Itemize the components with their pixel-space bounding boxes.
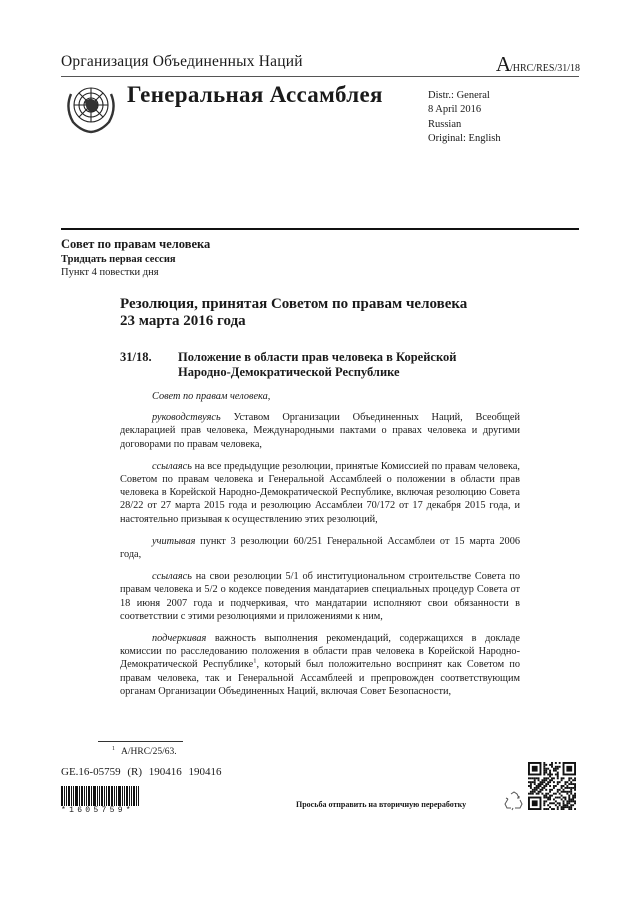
resolution-number: 31/18. — [120, 350, 152, 364]
paragraph-text: важность выполнения рекомендаций, содержащихся в докладе комиссии по расследованию положения в области прав человека в Корейской Народно-Демократической Республике — [120, 633, 520, 671]
recycle-note: Просьба отправить на вторичную переработку — [296, 800, 467, 809]
footnote — [112, 746, 177, 757]
distribution-language: Russian — [428, 118, 462, 130]
preamble-paragraph — [120, 460, 520, 526]
preamble-paragraph — [120, 535, 520, 561]
resolution-heading-line1: Положение в области прав человека в Корейской — [178, 350, 457, 364]
resolution-title-line2: 23 марта 2016 года — [120, 313, 246, 329]
paragraph-text: на все предыдущие резолюции, принятые Комиссией по правам человека, Советом по правам человека и Генеральной Ассамблеей о положении в области прав человека в Корейской Народно-Демократической Республике, включая резолюцию Совета 28/22 от 27 марта 2015 года и резолюцию Ассамблеи 70/172 от 17 декабря 2015 года, и настоятельно призывая к осуществлению этих резолюций, — [120, 460, 520, 525]
opening-text: Совет по правам человека, — [152, 391, 271, 402]
paragraph-lead: учитывая — [152, 535, 196, 547]
paragraph-lead: подчеркивая — [152, 633, 207, 645]
preamble-paragraph — [120, 570, 520, 623]
preamble-opening — [120, 390, 520, 403]
preamble-paragraph — [120, 632, 520, 698]
symbol-prefix: A — [495, 52, 510, 76]
barcode-icon — [61, 786, 153, 806]
paragraph-text: Уставом Организации Объединенных Наций, Всеобщей декларацией прав человека, Международными пактами о правах человека и другими договорами по правам человека, — [120, 412, 520, 450]
paragraph-lead: руководствуясь — [152, 412, 221, 424]
resolution-title-line1: Резолюция, принятая Советом по правам человека — [120, 296, 468, 312]
footnote-divider — [98, 741, 183, 742]
un-emblem-icon — [63, 80, 119, 134]
footnote-reference[interactable]: 1 — [253, 658, 257, 666]
document-symbol — [496, 52, 580, 77]
organization-name: Организация Объединенных Наций — [61, 53, 303, 70]
session-name: Тридцать первая сессия — [61, 254, 176, 265]
footnote-marker: 1 — [112, 746, 115, 752]
footnote-text: A/HRC/25/63. — [121, 747, 177, 758]
council-name: Совет по правам человека — [61, 237, 211, 251]
header-divider — [61, 76, 579, 77]
section-divider — [61, 228, 579, 230]
assembly-title: Генеральная Ассамблея — [127, 82, 383, 107]
document-reference: GE.16-05759 (R) 190416 190416 — [61, 766, 222, 778]
paragraph-lead: ссылаясь — [152, 571, 192, 583]
distribution-info — [428, 89, 501, 146]
paragraph-text: на свои резолюции 5/1 об институциональном строительстве Совета по правам человека и 5/2 о кодексе поведения мандатариев специальных процедур Совета от 18 июня 2007 года и подчеркивая, что мандатарии исполняют свои обязанности в соответствии с этими резолюциями и приложениями к ним, — [120, 571, 520, 622]
barcode-number: *1605759* — [61, 806, 134, 815]
paragraph-lead: ссылаясь — [152, 460, 192, 472]
symbol-rest: /HRC/RES/31/18 — [509, 63, 580, 74]
resolution-body — [120, 390, 520, 707]
recycle-icon — [503, 790, 525, 812]
distribution-date: 8 April 2016 — [428, 104, 482, 116]
qr-code-icon[interactable] — [528, 762, 576, 810]
resolution-heading — [178, 350, 518, 380]
original-language: Original: English — [428, 132, 501, 144]
preamble-paragraph — [120, 411, 520, 451]
resolution-heading-line2: Народно-Демократической Республике — [178, 365, 400, 379]
paragraph-text: пункт 3 резолюции 60/251 Генеральной Ассамблеи от 15 марта 2006 года, — [120, 535, 520, 561]
paragraph-text: , который был положительно воспринят как Советом по правам человека, так и Генеральной Ассамблеей и препровожден соответствующим органам Организации Объединенных Наций, включая Совет Безопасности, — [120, 659, 520, 697]
agenda-item: Пункт 4 повестки дня — [61, 267, 159, 278]
distribution-type: Distr.: General — [428, 90, 490, 101]
resolution-title — [120, 296, 467, 330]
